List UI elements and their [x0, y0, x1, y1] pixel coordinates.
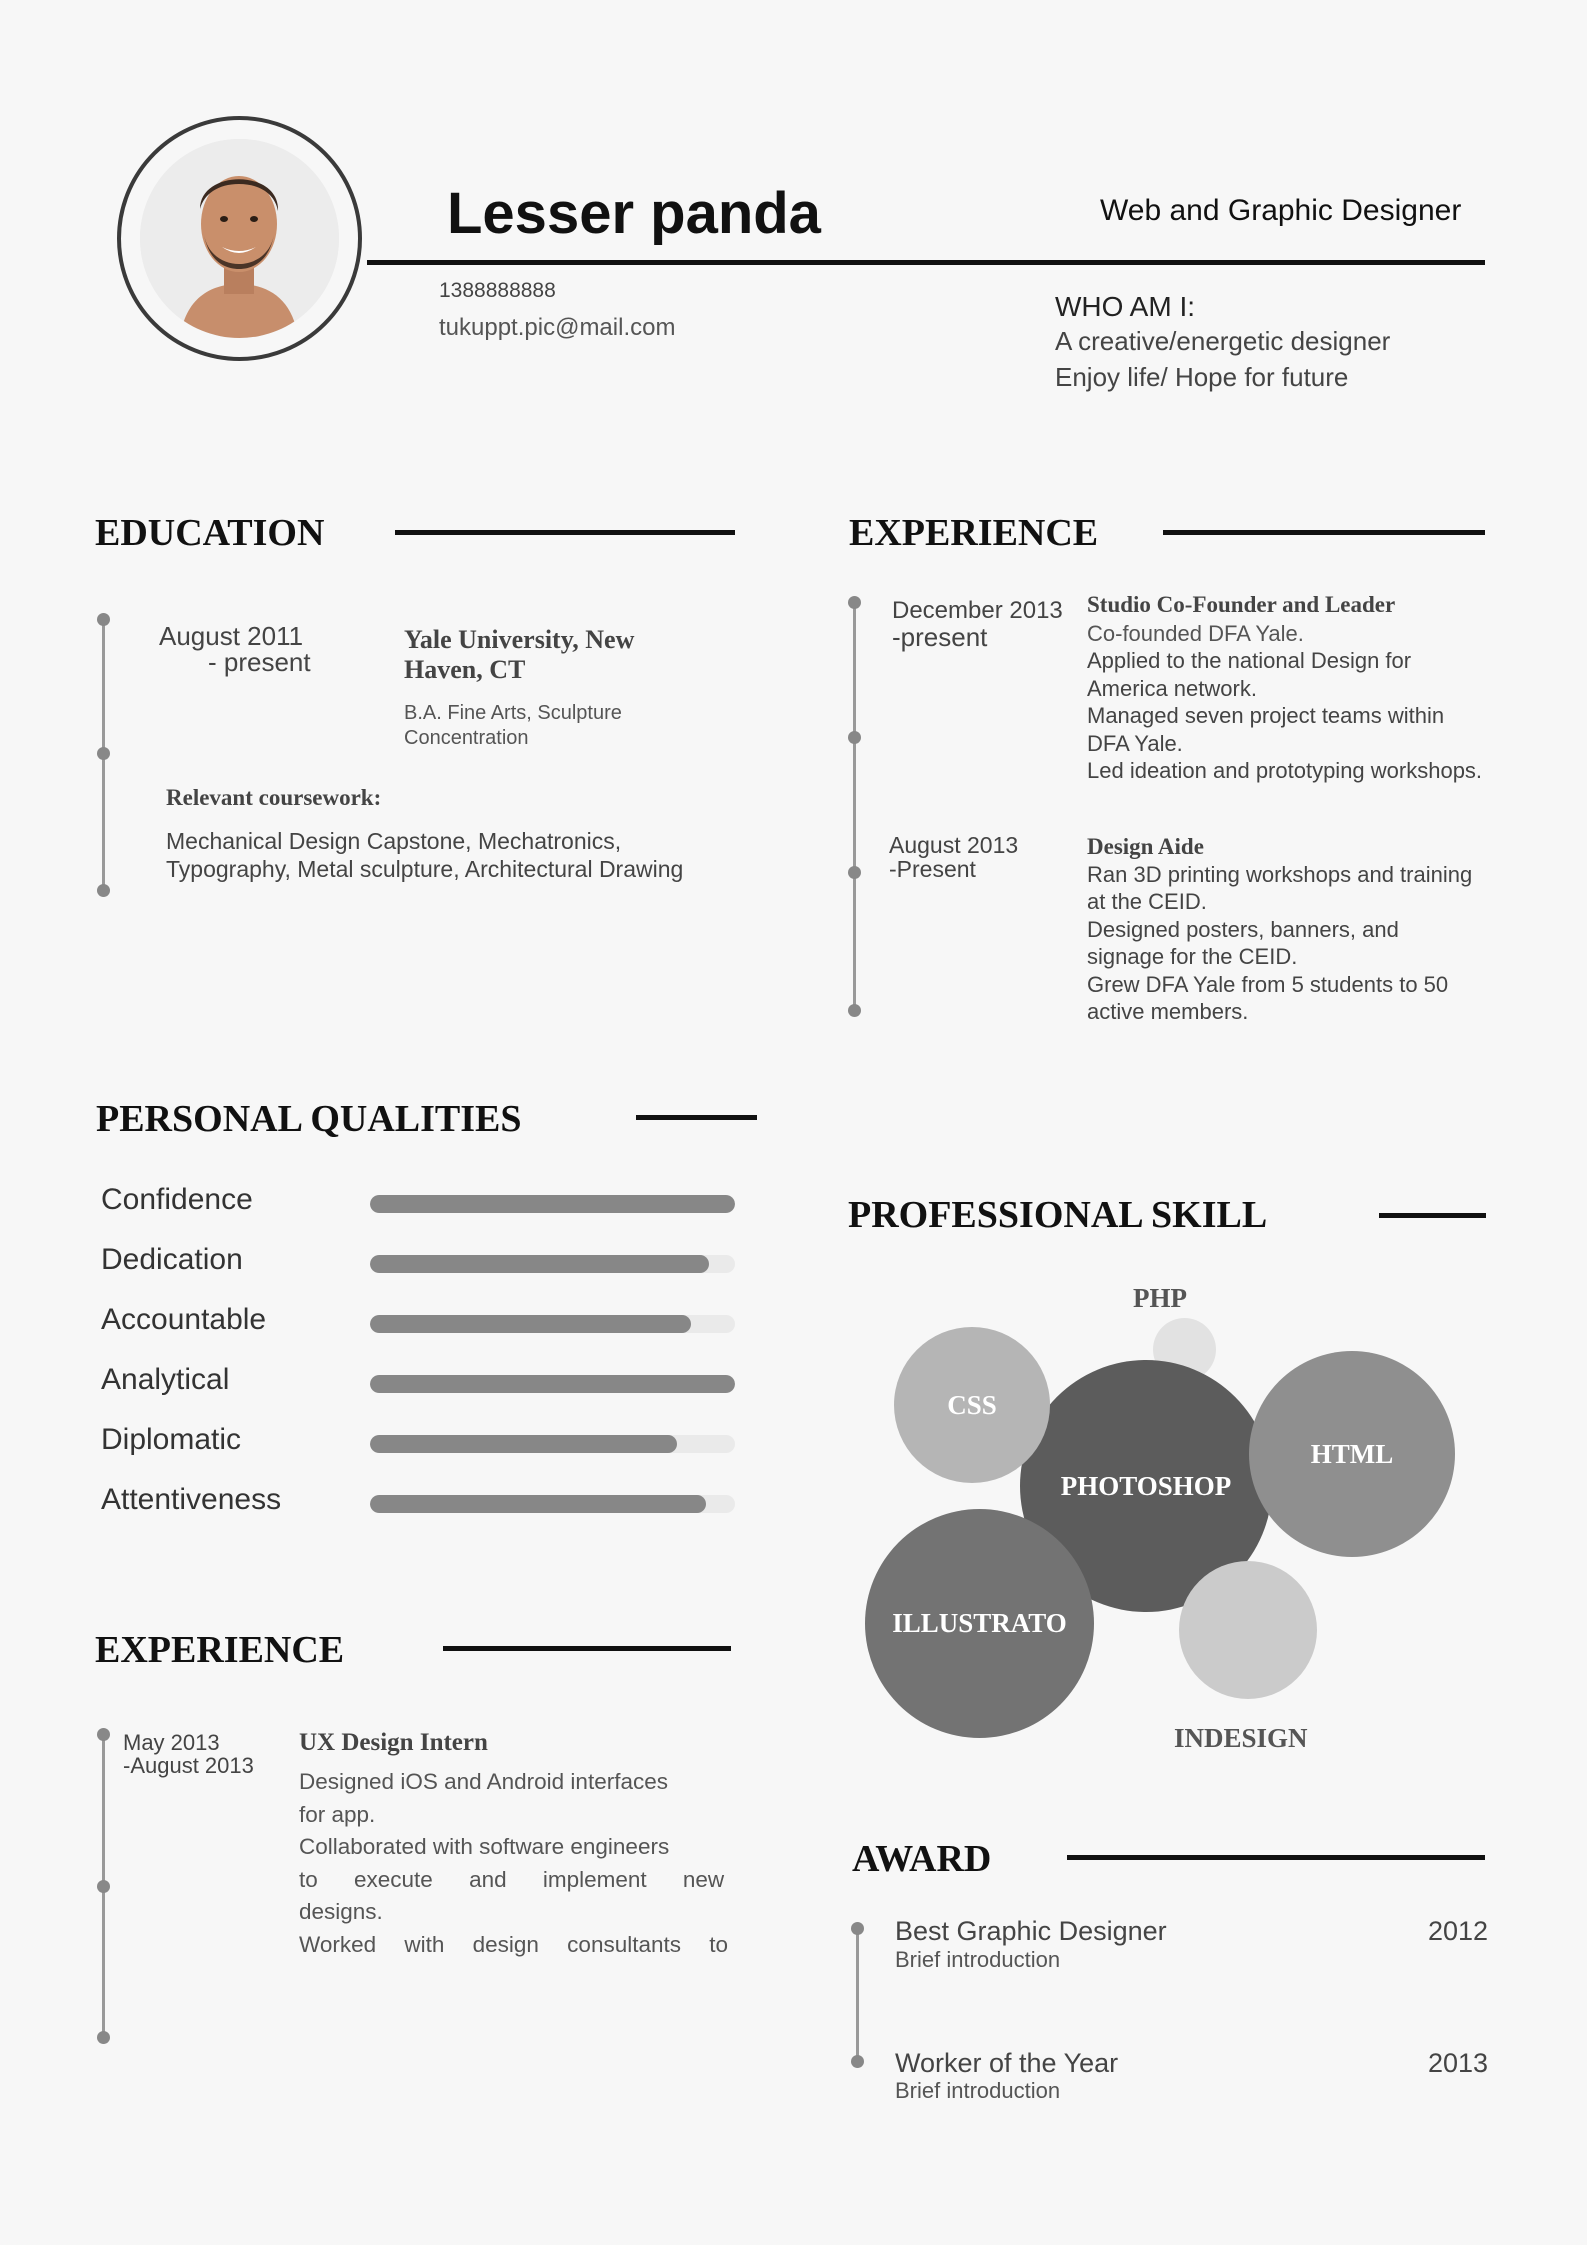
- award-title: AWARD: [852, 1838, 992, 1880]
- award-name: Best Graphic Designer: [895, 1916, 1167, 1946]
- experience-detail: Led ideation and prototyping workshops.: [1087, 758, 1483, 783]
- quality-bar-track: [370, 1315, 735, 1333]
- experience-detail: Designed posters, banners, and: [1087, 917, 1399, 942]
- skill-label: ILLUSTRATO: [892, 1608, 1067, 1638]
- award-name: Worker of the Year: [895, 2048, 1119, 2078]
- skill-label: CSS: [947, 1389, 997, 1420]
- experience-date: August 2013: [889, 832, 1019, 858]
- timeline-dot: [848, 866, 861, 879]
- timeline-dot: [851, 2055, 864, 2068]
- skill-bubble-css: [894, 1327, 1050, 1483]
- quality-bar-track: [370, 1435, 735, 1453]
- skill-label-php: PHP: [1133, 1283, 1187, 1313]
- timeline-dot: [848, 1004, 861, 1017]
- quality-label: Confidence: [101, 1183, 253, 1216]
- award-description: Brief introduction: [895, 2078, 1061, 2103]
- coursework-title: Relevant coursework:: [166, 785, 382, 810]
- quality-bar-fill: [370, 1375, 735, 1393]
- quality-bar-track: [370, 1375, 735, 1393]
- skill-bubble-indesign: [1179, 1561, 1317, 1699]
- skill-bubble-illustrator: [865, 1509, 1094, 1738]
- experience-date: -present: [892, 622, 988, 652]
- who-am-i-title: WHO AM I:: [1055, 291, 1195, 322]
- award-timeline: [856, 1928, 859, 2062]
- job-title: Web and Graphic Designer: [1100, 194, 1462, 227]
- quality-label: Accountable: [101, 1303, 267, 1336]
- experience-detail: Managed seven project teams within: [1087, 703, 1445, 728]
- experience-role: UX Design Intern: [299, 1729, 488, 1756]
- education-date: - present: [208, 647, 311, 677]
- who-am-i-line: A creative/energetic designer: [1055, 326, 1391, 356]
- experience-detail: Ran 3D printing workshops and training: [1087, 862, 1473, 887]
- timeline-dot: [848, 731, 861, 744]
- candidate-name: Lesser panda: [447, 181, 821, 246]
- quality-bar-fill: [370, 1195, 735, 1213]
- timeline-dot: [97, 1880, 110, 1893]
- quality-bar-track: [370, 1195, 735, 1213]
- education-degree: Concentration: [404, 727, 529, 749]
- avatar-photo-icon: [140, 139, 339, 338]
- skills-title-rule: [1379, 1213, 1486, 1218]
- quality-bar-track: [370, 1495, 735, 1513]
- header-divider: [367, 260, 1485, 265]
- experience-detail: to execute and implement new: [299, 1866, 725, 1892]
- quality-bar-fill: [370, 1255, 709, 1273]
- education-date: August 2011: [159, 621, 304, 651]
- timeline-dot: [851, 1922, 864, 1935]
- skill-label: HTML: [1310, 1438, 1394, 1469]
- experience-detail: Co-founded DFA Yale.: [1087, 621, 1304, 646]
- experience-left-title: EXPERIENCE: [95, 1629, 345, 1671]
- experience-date: December 2013: [892, 597, 1063, 624]
- experience-left-title-rule: [443, 1646, 731, 1651]
- avatar: [140, 139, 339, 338]
- award-year: 2012: [1428, 1916, 1489, 1946]
- quality-label: Attentiveness: [101, 1483, 282, 1516]
- experience-detail: Applied to the national Design for: [1087, 648, 1412, 673]
- experience-detail: signage for the CEID.: [1087, 944, 1298, 969]
- quality-label: Dedication: [101, 1243, 243, 1276]
- experience-detail: for app.: [299, 1801, 376, 1827]
- experience-right-title: EXPERIENCE: [849, 512, 1099, 554]
- education-school: Haven, CT: [404, 655, 526, 684]
- quality-bar-fill: [370, 1315, 691, 1333]
- qualities-title: PERSONAL QUALITIES: [96, 1098, 522, 1140]
- experience-role: Studio Co-Founder and Leader: [1087, 592, 1396, 617]
- experience-date: May 2013: [123, 1730, 220, 1755]
- timeline-dot: [97, 2031, 110, 2044]
- experience-date: -Present: [889, 856, 976, 882]
- education-school: Yale University, New: [404, 625, 635, 654]
- coursework-text: Mechanical Design Capstone, Mechatronics,: [166, 828, 622, 854]
- experience-detail: at the CEID.: [1087, 889, 1207, 914]
- education-title-rule: [395, 530, 735, 535]
- quality-bar-fill: [370, 1435, 677, 1453]
- experience-detail: active members.: [1087, 999, 1249, 1024]
- experience-detail: Collaborated with software engineers: [299, 1834, 670, 1859]
- experience-detail: designs.: [299, 1899, 383, 1924]
- award-description: Brief introduction: [895, 1947, 1061, 1972]
- timeline-dot: [97, 747, 110, 760]
- experience-detail: DFA Yale.: [1087, 731, 1183, 756]
- timeline-dot: [848, 596, 861, 609]
- experience-right-timeline: [853, 603, 856, 1011]
- experience-date: -August 2013: [123, 1753, 254, 1778]
- skill-label-indesign: INDESIGN: [1174, 1723, 1308, 1753]
- qualities-title-rule: [636, 1115, 757, 1120]
- quality-label: Diplomatic: [101, 1423, 242, 1456]
- experience-description: [299, 1766, 729, 1961]
- experience-right-title-rule: [1163, 530, 1485, 535]
- timeline-dot: [97, 1728, 110, 1741]
- experience-detail: Worked with design consultants to: [299, 1931, 729, 1957]
- experience-role: Design Aide: [1087, 834, 1204, 859]
- award-year: 2013: [1428, 2048, 1489, 2078]
- email-address[interactable]: tukuppt.pic@mail.com: [439, 314, 676, 341]
- quality-label: Analytical: [101, 1363, 230, 1396]
- experience-detail: Designed iOS and Android interfaces: [299, 1769, 668, 1794]
- timeline-dot: [97, 884, 110, 897]
- education-title: EDUCATION: [95, 512, 325, 554]
- experience-detail: America network.: [1087, 676, 1257, 701]
- skills-title: PROFESSIONAL SKILL: [848, 1194, 1268, 1236]
- award-title-rule: [1067, 1855, 1485, 1860]
- coursework-text: Typography, Metal sculpture, Architectural Drawing: [166, 856, 684, 882]
- experience-detail: Grew DFA Yale from 5 students to 50: [1087, 972, 1449, 997]
- who-am-i-line: Enjoy life/ Hope for future: [1055, 362, 1349, 392]
- skill-bubble-html: [1249, 1351, 1455, 1557]
- quality-bar-fill: [370, 1495, 706, 1513]
- education-degree: B.A. Fine Arts, Sculpture: [404, 702, 622, 724]
- timeline-dot: [97, 613, 110, 626]
- phone-number: 1388888888: [439, 279, 556, 302]
- quality-bar-track: [370, 1255, 735, 1273]
- skill-label: PHOTOSHOP: [1060, 1470, 1232, 1501]
